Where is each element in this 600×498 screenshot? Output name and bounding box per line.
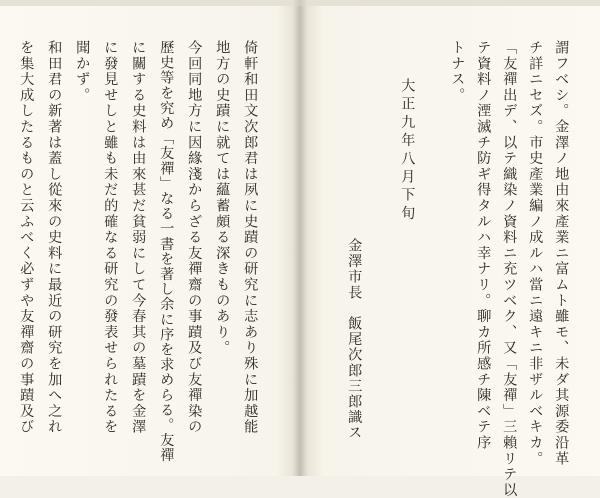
left-line-6: に發見せしと雖も未だ的確なる研究の發表せられたるを xyxy=(102,40,119,435)
left-line-8: 和田君の新著は蓋し從來の史料に最近の研究を加へ之れ xyxy=(46,40,63,435)
right-line-2: チ詳ニセズ。市史產業編ノ成ルハ當ニ遠キニ非ザルベキカ。 xyxy=(527,40,544,467)
left-line-5: に關する史料は由來甚だ貧弱にして今春其の墓蹟を金澤 xyxy=(130,40,147,435)
left-line-1: 倚軒和田文次郎君は夙に史蹟の研究に志あり殊に加越能 xyxy=(242,40,259,435)
right-line-5: トナス。 xyxy=(449,40,466,104)
left-line-3: 今回同地方に因緣淺からざる友禪齋の事蹟及び友禪染の xyxy=(186,40,203,435)
left-line-9: を集大成したるものと云ふべく必ずや友禪齋の事蹟及び xyxy=(18,40,35,435)
right-line-4: テ資料ノ湮滅チ防ギ得タルハ幸ナリ。聊カ所感チ陳ベテ序 xyxy=(475,40,492,451)
preface-signature: 金澤市長 飯尾次郎三郎識ス xyxy=(346,238,363,441)
left-line-4: 歷史等を究め「友禪」なる一書を著し余に序を求めらる。友禪 xyxy=(158,40,175,463)
right-page xyxy=(300,0,600,498)
right-line-3: 「友禪出デ、以テ織染ノ資料ニ充ツベク、又「友禪」三賴リテ以 xyxy=(501,40,518,498)
left-line-7: 聞かず。 xyxy=(74,40,91,104)
left-page xyxy=(0,0,300,476)
preface-date: 大正九年八月下旬 xyxy=(399,78,416,224)
right-line-1: 謂フベシ。金澤ノ地由來產業ニ富ムト雖モ、未ダ其源委沿革 xyxy=(553,40,570,467)
left-line-2: 地方の史蹟に就ては蘊蓄頗る深きものあり。 xyxy=(214,40,231,356)
